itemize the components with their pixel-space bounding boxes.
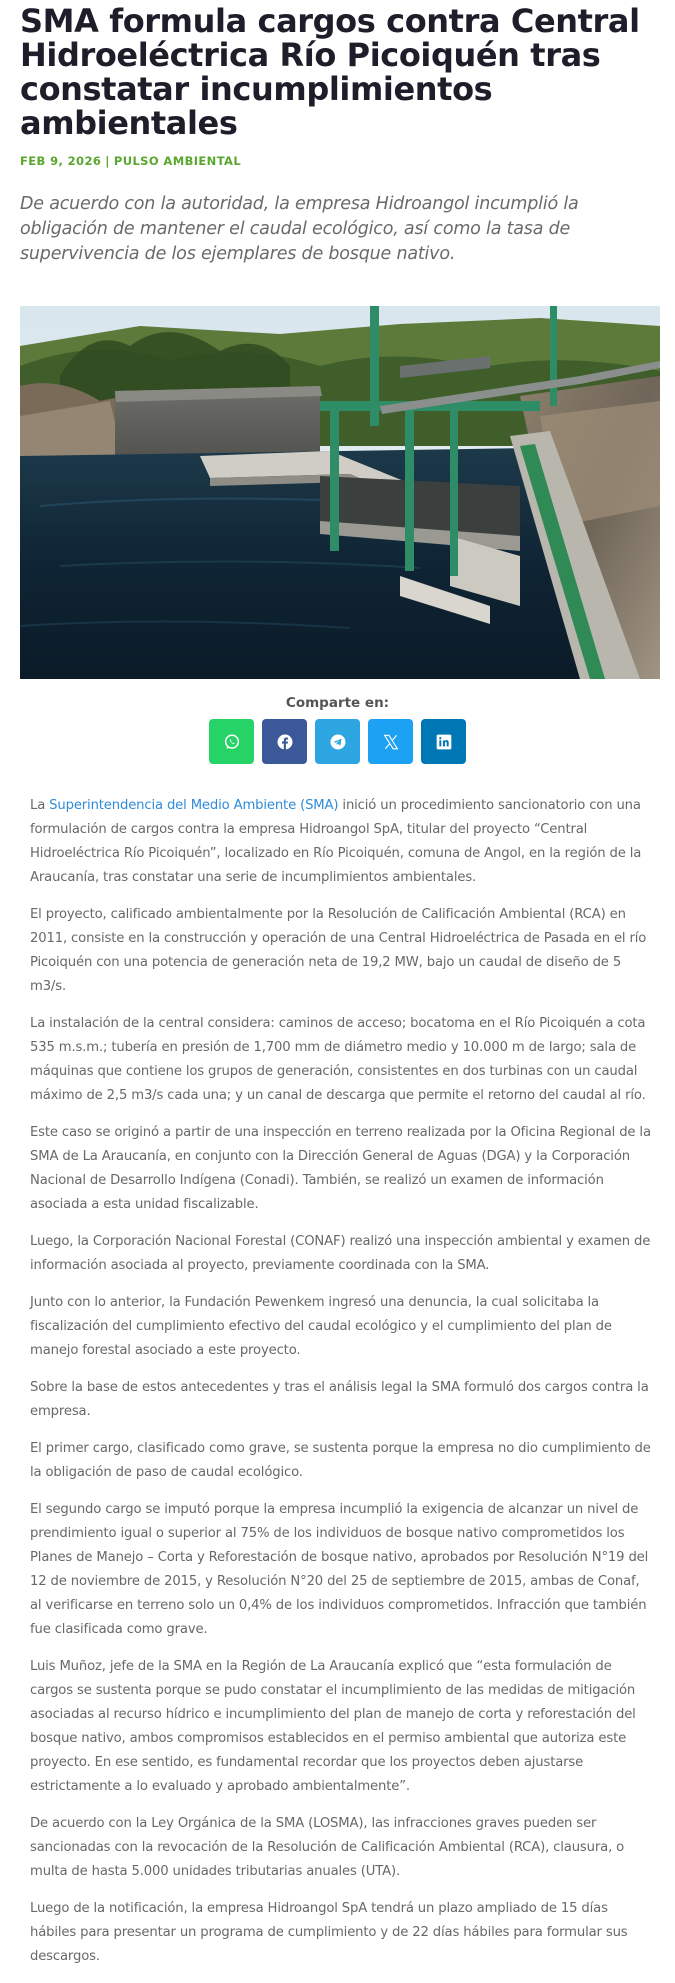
paragraph-1: La Superintendencia del Medio Ambiente (SMA) inició un procedimiento sancionatorio con una formulación de cargos contra la empresa Hidroangol SpA, titular del proyecto “Central Hidroeléctrica Río Picoiquén”, localizado en Río Picoiquén, comuna de Angol, en la región de la Araucanía, tras constatar una serie de incumplimientos ambientales. xyxy=(30,798,642,885)
share-telegram-button[interactable] xyxy=(315,719,360,764)
sma-link[interactable]: Superintendencia del Medio Ambiente (SMA) xyxy=(49,798,339,813)
paragraph-4: Este caso se originó a partir de una inspección en terreno realizada por la Oficina Regional de la SMA de La Araucanía, en conjunto con la Dirección General de Aguas (DGA) y la Corporación Nacional de Desarrollo Indígena (Conadi). También, se realizó un examen de información asociada a esta unidad fiscalizable. xyxy=(30,1125,651,1212)
share-buttons xyxy=(0,719,675,764)
paragraph-12: Luego de la notificación, la empresa Hidroangol SpA tendrá un plazo ampliado de 15 días hábiles para presentar un programa de cumplimiento y de 22 días hábiles para formular sus descargos. xyxy=(30,1901,628,1964)
paragraph-11: De acuerdo con la Ley Orgánica de la SMA (LOSMA), las infracciones graves pueden ser sancionadas con la revocación de la Resolución de Calificación Ambiental (RCA), clausura, o multa de hasta 5.000 unidades tributarias anuales (UTA). xyxy=(30,1816,625,1879)
paragraph-8: El primer cargo, clasificado como grave, se sustenta porque la empresa no dio cumplimiento de la obligación de paso de caudal ecológico. xyxy=(30,1441,651,1480)
facebook-icon xyxy=(276,733,294,751)
article-title: SMA formula cargos contra Central Hidroeléctrica Río Picoiquén tras constatar incumplimientos ambientales xyxy=(20,2,640,142)
article-photo xyxy=(20,306,660,679)
paragraph-10: Luis Muñoz, jefe de la SMA en la Región de La Araucanía explicó que “esta formulación de cargos se sustenta porque se pudo constatar el incumplimiento de las medidas de mitigación asociadas al recurso hídrico e incumplimiento del plan de manejo de corta y reforestación del bosque nativo, ambos compromisos establecidos en el permiso ambiental que autoriza este proyecto. En ese sentido, es fundamental recordar que los proyectos deben ajustarse estrictamente a lo evaluado y aprobado ambientalmente”. xyxy=(30,1659,636,1794)
share-whatsapp-button[interactable] xyxy=(209,719,254,764)
meta-separator: | xyxy=(105,154,110,168)
paragraph-2: El proyecto, calificado ambientalmente por la Resolución de Calificación Ambiental (RCA) en 2011, consiste en la construcción y operación de una Central Hidroeléctrica de Pasada en el río Picoiquén con una potencia de generación neta de 19,2 MW, bajo un caudal de diseño de 5 m3/s. xyxy=(30,907,647,994)
share-label: Comparte en: xyxy=(285,695,390,711)
article-lead: De acuerdo con la autoridad, la empresa Hidroangol incumplió la obligación de mantener el caudal ecológico, así como la tasa de supervivencia de los ejemplares de bosque nativo. xyxy=(20,194,579,264)
paragraph-9: El segundo cargo se imputó porque la empresa incumplió la exigencia de alcanzar un nivel de prendimiento igual o superior al 75% de los individuos de bosque nativo comprometidos los Planes de Manejo – Corta y Reforestación de bosque nativo, aprobados por Resolución N°19 del 12 de noviembre de 2015, y Resolución N°20 del 25 de septiembre de 2015, ambas de Conaf, al verificarse en terreno solo un 0,4% de los individuos comprometidos. Infracción que también fue clasificada como grave. xyxy=(30,1502,649,1637)
whatsapp-icon xyxy=(223,733,241,751)
share-section xyxy=(0,695,675,764)
article-category-link[interactable]: PULSO AMBIENTAL xyxy=(113,154,242,168)
share-linkedin-button[interactable] xyxy=(421,719,466,764)
article-body xyxy=(30,794,652,1982)
paragraph-5: Luego, la Corporación Nacional Forestal (CONAF) realizó una inspección ambiental y examen de información asociada al proyecto, previamente coordinada con la SMA. xyxy=(30,1234,651,1273)
paragraph-3: La instalación de la central considera: caminos de acceso; bocatoma en el Río Picoiquén a cota 535 m.s.m.; tubería en presión de 1,700 mm de diámetro medio y 10.000 m de largo; sala de máquinas que contiene los grupos de generación, consistentes en dos turbinas con un caudal máximo de 2,5 m3/s cada una; y un canal de descarga que permite el retorno del caudal al río. xyxy=(30,1016,646,1103)
article-date: FEB 9, 2026 xyxy=(20,154,102,168)
paragraph-6: Junto con lo anterior, la Fundación Pewenkem ingresó una denuncia, la cual solicitaba la fiscalización del cumplimiento efectivo del caudal ecológico y el cumplimiento del plan de manejo forestal asociado a este proyecto. xyxy=(30,1295,612,1358)
share-facebook-button[interactable] xyxy=(262,719,307,764)
article-header xyxy=(20,0,660,267)
telegram-icon xyxy=(329,733,347,751)
paragraph-7: Sobre la base de estos antecedentes y tras el análisis legal la SMA formuló dos cargos contra la empresa. xyxy=(30,1380,649,1419)
x-icon xyxy=(382,733,400,751)
linkedin-icon xyxy=(436,734,452,750)
share-x-button[interactable] xyxy=(368,719,413,764)
article-meta xyxy=(20,154,660,168)
